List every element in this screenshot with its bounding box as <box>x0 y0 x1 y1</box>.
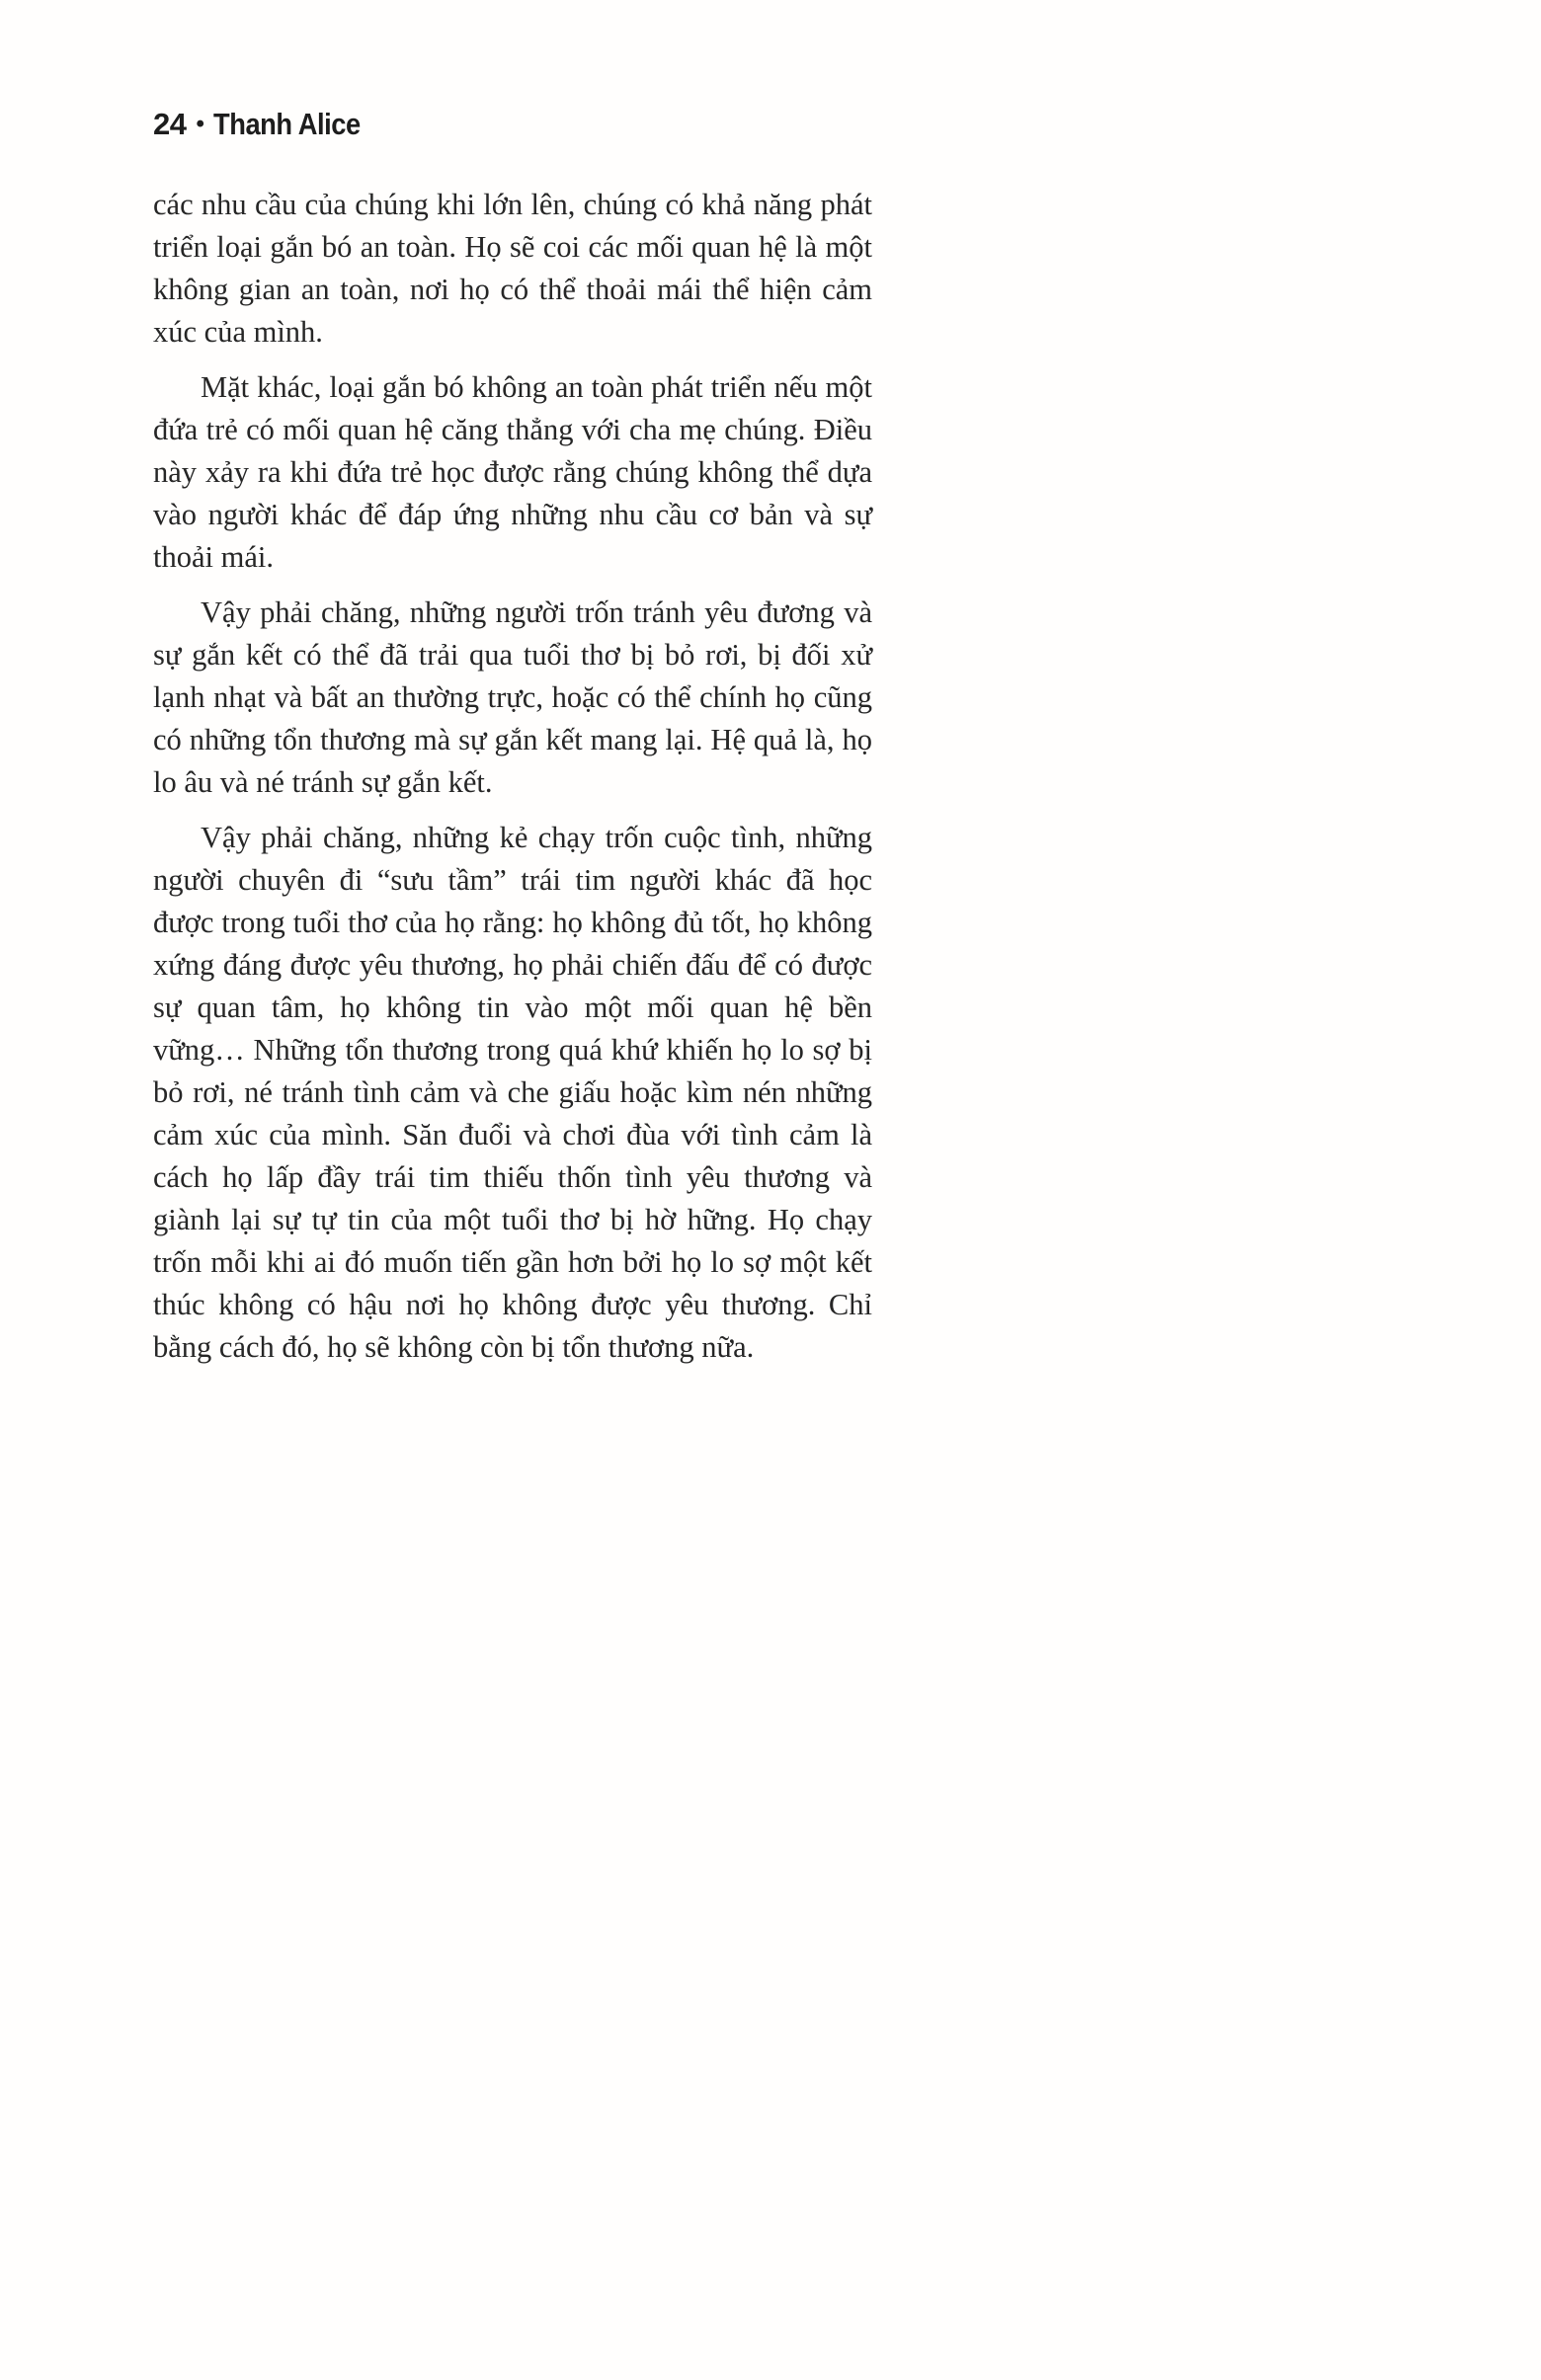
page-number: 24 <box>153 107 187 141</box>
book-title: Thanh Alice <box>213 107 362 141</box>
page-header <box>153 107 380 142</box>
paragraph-4: Vậy phải chăng, những kẻ chạy trốn cuộc tình, những người chuyên đi “sưu tầm” trái tim người khác đã học được trong tuổi thơ của họ rằng: họ không đủ tốt, họ không xứng đáng được yêu thương, họ phải chiến đấu để có được sự quan tâm, họ không tin vào một mối quan hệ bền vững… Những tổn thương trong quá khứ khiến họ lo sợ bị bỏ rơi, né tránh tình cảm và che giấu hoặc kìm nén những cảm xúc của mình. Săn đuổi và chơi đùa với tình cảm là cách họ lấp đầy trái tim thiếu thốn tình yêu thương và giành lại sự tự tin của một tuổi thơ bị hờ hững. Họ chạy trốn mỗi khi ai đó muốn tiến gần hơn bởi họ lo sợ một kết thúc không có hậu nơi họ không được yêu thương. Chỉ bằng cách đó, họ sẽ không còn bị tổn thương nữa. <box>153 821 872 1364</box>
paragraph-1: các nhu cầu của chúng khi lớn lên, chúng có khả năng phát triển loại gắn bó an toàn. Họ sẽ coi các mối quan hệ là một không gian an toàn, nơi họ có thể thoải mái thể hiện cảm xúc của mình. <box>153 188 872 349</box>
paragraph-3: Vậy phải chăng, những người trốn tránh yêu đương và sự gắn kết có thể đã trải qua tuổi thơ bị bỏ rơi, bị đối xử lạnh nhạt và bất an thường trực, hoặc có thể chính họ cũng có những tổn thương mà sự gắn kết mang lại. Hệ quả là, họ lo âu và né tránh sự gắn kết. <box>153 595 872 799</box>
paragraph-2: Mặt khác, loại gắn bó không an toàn phát triển nếu một đứa trẻ có mối quan hệ căng thẳng với cha mẹ chúng. Điều này xảy ra khi đứa trẻ học được rằng chúng không thể dựa vào người khác để đáp ứng những nhu cầu cơ bản và sự thoải mái. <box>153 370 872 574</box>
header-separator-dot: • <box>196 111 204 137</box>
page-body <box>153 184 872 1382</box>
